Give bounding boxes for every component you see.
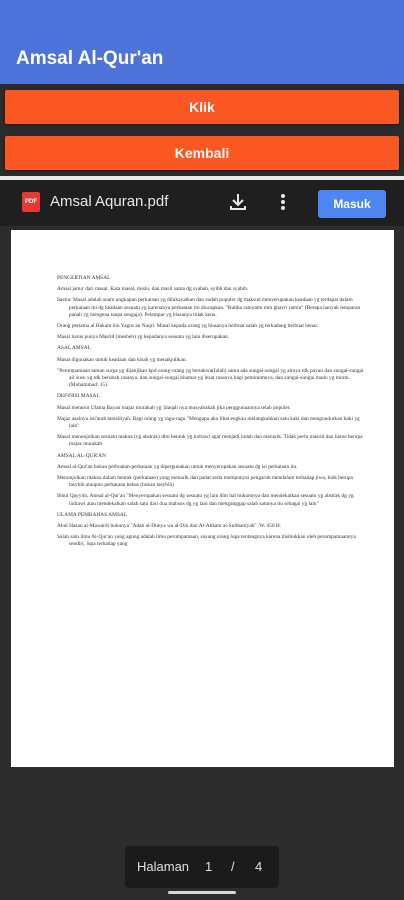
kembali-button[interactable]: Kembali	[5, 136, 399, 170]
doc-paragraph: Amsal jama' dari masal. Kata masal, mislu, dan masil sama dg syabah, syibh dan syabih.	[57, 286, 249, 293]
doc-paragraph: Amsal al-Qur'an bukan perbuatan-perkataan yg dipergunakan untuk menyerupakan sesuatu dg isi perkataan itu.	[57, 463, 298, 470]
download-icon[interactable]	[228, 192, 248, 212]
pdf-viewer-toolbar	[0, 180, 404, 226]
doc-paragraph: "Perumpamaan taman surga yg dijanjikan kpd orang-orang yg bertakwa(Ialah) sama ada sungai-sungai yg airnya tdk payau dan sungai-sungai air susu yg tdk berubah rasanya, dan sungai-sungai khamar yg lezat rasanya bagi peminumnya, dan sungai-sungai madu yg murni. (Muhammad: 15)	[57, 367, 364, 389]
masuk-button[interactable]: Masuk	[318, 190, 386, 218]
doc-heading: ASAL AMSAL	[57, 345, 91, 352]
doc-paragraph: Masal menurut Ulama Bayan majaz murakab yg 'alaqah nya musyabahah jika penggunaannya telah populer.	[57, 404, 291, 411]
app-bar	[0, 0, 404, 84]
doc-paragraph: Masal harus punya Masrid (mesbeh) yg kepadanya sesuatu yg lain diserupakan.	[57, 334, 230, 341]
pdf-page[interactable]	[11, 230, 394, 767]
more-vert-icon[interactable]	[276, 192, 290, 212]
app-title: Amsal Al-Qur'an	[16, 48, 164, 69]
doc-paragraph: Abul Hasan al-Mawardi bukunya "Adab al-Dunya wa al-Din dan Al-Ahkam al-Sulthaniyah". W. 450 H.	[57, 523, 282, 530]
home-indicator[interactable]	[168, 891, 236, 894]
page-indicator	[125, 846, 279, 888]
page-label: Halaman	[137, 859, 190, 874]
doc-heading: DEFINISI MASAL	[57, 393, 100, 400]
doc-paragraph: Masal menonjolkan sesuatu makna (yg abstrak) dlm bentuk yg indrawi agar menjadi indah dan menarik. Tidak perlu masrid dan harus berupa majaz murakab	[57, 434, 363, 448]
doc-paragraph: Salah satu ilmu Al-Qur'an yang agung adalah ilmu perumpamaan, sayang orang lupa tentangnya karena disibukkan oleh perumpamaannya sendiri, lupa terhadap yang	[57, 534, 356, 548]
doc-paragraph: Orang pertama al Hakam bin Yagus an Naqri. Masal kepada orang yg biasanya berbuat salah yg terkadang berbuat benar.	[57, 323, 319, 330]
doc-heading: PENGERTIAN AMSAL	[57, 275, 111, 281]
pdf-filename: Amsal Aquran.pdf	[50, 193, 169, 210]
klik-button[interactable]: Klik	[5, 90, 399, 124]
doc-paragraph: Sastra: Masal adalah suatu ungkapan perkataan yg dihikayatkan dan sudah populer dg maksud menyerupakan keadaan yg terdapat dalam perkataan itu dg keadaan sesuatu yg karenanya perkataan itu diucapkan. "Rubba ramyatin min ghayri ramin" (Berapa banyak lemparan panah yg mengena tanpa sengaja). Pelempar yg biasanya tidak kena.	[57, 297, 361, 318]
doc-paragraph: Menonjolkan makna dalam bentuk (perkataan) yang menarik dan padat serta mempunyai pengaruh mendalam terhadap jiwa, baik berupa tasybih ataupun perkataan bebas (bukan tasybih)	[57, 475, 353, 489]
doc-paragraph: Ibnul Qayyim, Amsal al-Qur'an "Menyerupakan sesuatu dg sesuatu yg lain dlm hal hukumnya dan mendekatkan sesuatu yg abstrak dg yg indrawi atau mendekatkan salah satu dari dua mahsus dg yg lain dan menganggap salah satunya itu sebagai yg lain"	[57, 493, 354, 507]
current-page: 1	[205, 859, 213, 874]
pdf-file-icon: PDF	[22, 192, 40, 212]
doc-paragraph: Majaz asalnya isti'arah tamsiliyah. Bagi orang yg ragu-ragu "Mengapa aku lihat engkau melangkahkan satu kaki dan mengundurkan kaki yg lain"	[57, 415, 360, 430]
doc-heading: ULAMA PEMBAHAS AMSAL	[57, 511, 128, 518]
doc-heading: AMSAL AL-QUR'AN	[57, 452, 106, 459]
page-separator: /	[231, 859, 235, 874]
total-pages: 4	[255, 859, 263, 874]
doc-paragraph: Masal digunakan untuk keadaan dan kisah yg menakjubkan.	[57, 356, 187, 363]
